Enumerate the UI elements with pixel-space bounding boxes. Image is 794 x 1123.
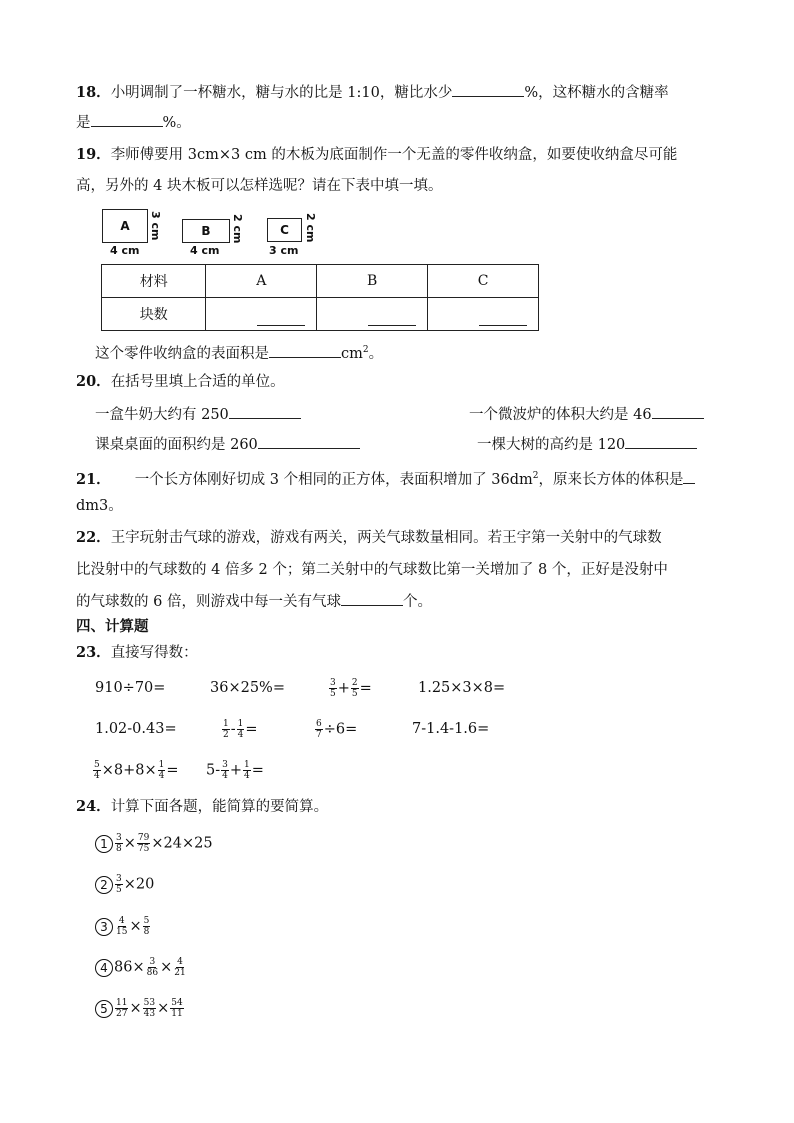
q19-text-1: 李师傅要用 3cm×3 cm 的木板为底面制作一个无盖的零件收纳盒，如要使收纳盒尽可能 [110,147,678,163]
q20-item-3-text: 课桌桌面的面积约是 260 [95,437,258,453]
q20-number: 20． [76,373,111,390]
q20-item-2-text: 一个微波炉的体积大约是 46 [469,407,652,423]
q21-number: 21． [76,470,111,488]
q20-blank-2[interactable] [652,404,704,419]
q21-line1 [76,466,695,490]
q18-number: 18． [76,84,111,101]
q23-expr-9: $\frac{5}{4}$ ×8+8× $\frac{1}{4}$ = [94,760,179,781]
q18-text-a: 小明调制了一杯糖水，糖与水的比是 1:10，糖比水少 [110,85,453,101]
table-header-material: 材料 [102,265,206,298]
board-a: A [102,209,148,243]
q19-line1 [76,145,677,165]
fraction: $\frac{3}{86}$ [146,957,159,978]
q24-item-5: 5 $\frac{11}{27}$ × $\frac{53}{43}$ × $\frac{54}{11}$ [95,998,185,1019]
q21-text-b: ，原来长方体的体积是 [538,471,684,488]
q21-line2 [76,496,123,516]
fraction: $\frac{2}{5}$ [351,678,358,699]
q24-title-line [76,797,328,817]
q22-line2 [76,560,668,580]
circled-number-4: 4 [95,959,113,977]
count-blank-b[interactable] [368,311,416,326]
q18-answer-blank-1[interactable] [452,82,524,97]
q23-number: 23． [76,644,111,661]
q23-expr-7: $\frac{6}{7}$ ÷6= [316,719,358,740]
material-table [101,264,539,331]
fraction: $\frac{6}{7}$ [316,719,322,740]
table-row [102,265,539,298]
q24-item-2: 2 $\frac{3}{5}$ ×20 [95,874,154,895]
q22-text-2: 比没射中的气球数的 4 倍多 2 个；第二关射中的气球数比第一关增加了 8 个，正好是没射中 [76,562,668,578]
table-row [102,298,539,331]
q23-expr-5: 1.02-0.43= [95,721,177,737]
q22-line1 [76,528,662,548]
fraction: $\frac{3}{5}$ [116,874,122,895]
q18-text-c: 是 [76,115,91,131]
q23-title: 直接写得数： [110,645,198,661]
table-header-c: C [428,265,539,298]
table-header-a: A [206,265,317,298]
q23-expr-1: 910÷70= [95,680,166,696]
table-cell-b[interactable] [317,298,428,331]
q24-title: 计算下面各题，能简算的要简算。 [110,799,329,815]
fraction: $\frac{4}{15}$ [116,916,128,937]
q20-blank-4[interactable] [625,434,697,449]
q23-expr-8: 7-1.4-1.6= [412,721,490,737]
table-cell-a[interactable] [206,298,317,331]
q18-text-b: %，这杯糖水的含糖率 [524,85,669,101]
q20-title: 在括号里填上合适的单位。 [110,374,285,390]
q19-line2 [76,176,442,196]
count-blank-a[interactable] [257,311,305,326]
q22-text-3: 的气球数的 6 倍，则游戏中每一关有气球 [76,594,341,610]
fraction: $\frac{5}{4}$ [94,760,100,781]
table-cell-c[interactable] [428,298,539,331]
q20-blank-3[interactable] [258,434,360,449]
q21-text-a: 一个长方体刚好切成 3 个相同的正方体，表面积增加了 36dm [134,471,533,488]
q19-surface-text: 这个零件收纳盒的表面积是 [95,345,269,362]
count-blank-c[interactable] [479,311,527,326]
q22-line3 [76,591,432,612]
q19-surface-sup: 2 [362,345,369,355]
q18-line2 [76,112,191,133]
q18-line1 [76,82,669,103]
q18-text-d: %。 [162,115,191,131]
q22-text-4: 个。 [402,594,432,610]
q22-blank[interactable] [341,591,403,606]
table-header-b: B [317,265,428,298]
q22-text-1: 王宇玩射击气球的游戏，游戏有两关，两关气球数量相同。若王宇第一关射中的气球数 [110,530,662,546]
q24-item-1: 1 $\frac{3}{8}$ × $\frac{79}{75}$ ×24×25 [95,833,213,854]
q20-item-4-text: 一棵大树的高约是 120 [477,437,626,453]
fraction: $\frac{5}{8}$ [143,916,150,937]
q19-surface-blank[interactable] [269,343,341,358]
board-a-width: 4 cm [110,244,140,257]
board-c: C [267,218,302,242]
circled-number-5: 5 [95,1000,113,1018]
q20-blank-1[interactable] [229,404,301,419]
fraction: $\frac{1}{4}$ [244,760,250,781]
q21-sup: 2 [532,471,539,481]
q20-title-line [76,372,285,392]
q24-number: 24． [76,798,111,815]
q24-item-3: 3 $\frac{4}{15}$ × $\frac{5}{8}$ [95,916,151,937]
circled-number-1: 1 [95,835,113,853]
q23-expr-4: 1.25×3×8= [418,680,506,696]
board-b-height: 2 cm [231,214,244,244]
fraction: $\frac{4}{21}$ [174,957,186,978]
fraction: $\frac{1}{4}$ [237,719,244,740]
q19-text-2: 高，另外的 4 块木板可以怎样选呢？请在下表中填一填。 [76,178,443,194]
fraction: $\frac{79}{75}$ [137,833,150,854]
q23-expr-6: $\frac{1}{2}$ - $\frac{1}{4}$ = [223,719,258,740]
q23-expr-3: $\frac{3}{5}$ + $\frac{2}{5}$ = [330,678,372,699]
q19-surface-unit: cm [341,345,363,362]
q19-number: 19． [76,146,111,163]
q23-expr-10: 5- $\frac{3}{4}$ + $\frac{1}{4}$ = [206,760,264,781]
fraction: $\frac{3}{8}$ [116,833,122,854]
fraction: $\frac{53}{43}$ [143,998,156,1019]
q20-item-3 [95,434,360,455]
q20-item-1-text: 一盒牛奶大约有 250 [95,407,229,423]
q23-title-line [76,643,198,663]
q20-item-4 [477,434,697,455]
fraction: $\frac{54}{11}$ [171,998,183,1019]
fraction: $\frac{3}{4}$ [222,760,228,781]
q20-item-2 [469,404,704,425]
q18-answer-blank-2[interactable] [91,112,163,127]
board-b: B [182,219,230,243]
fraction: $\frac{11}{27}$ [116,998,128,1019]
q23-expr-2: 36×25%= [210,680,285,696]
section-4-heading: 四、计算题 [76,618,149,635]
q24-item-4: 4 86× $\frac{3}{86}$ × $\frac{4}{21}$ [95,957,188,978]
q21-blank[interactable] [683,469,695,484]
q19-surface-line [95,340,383,364]
board-c-height: 2 cm [304,213,317,243]
q22-number: 22． [76,529,111,546]
board-b-width: 4 cm [190,244,220,257]
board-a-height: 3 cm [149,211,162,241]
q20-item-1 [95,404,301,425]
fraction: $\frac{1}{4}$ [158,760,165,781]
table-label-count: 块数 [102,298,206,331]
q19-surface-end: 。 [368,345,384,362]
circled-number-3: 3 [95,918,113,936]
circled-number-2: 2 [95,876,113,894]
board-c-width: 3 cm [269,244,299,257]
fraction: $\frac{3}{5}$ [330,678,336,699]
q21-text-c: dm3。 [76,498,123,514]
fraction: $\frac{1}{2}$ [223,719,229,740]
